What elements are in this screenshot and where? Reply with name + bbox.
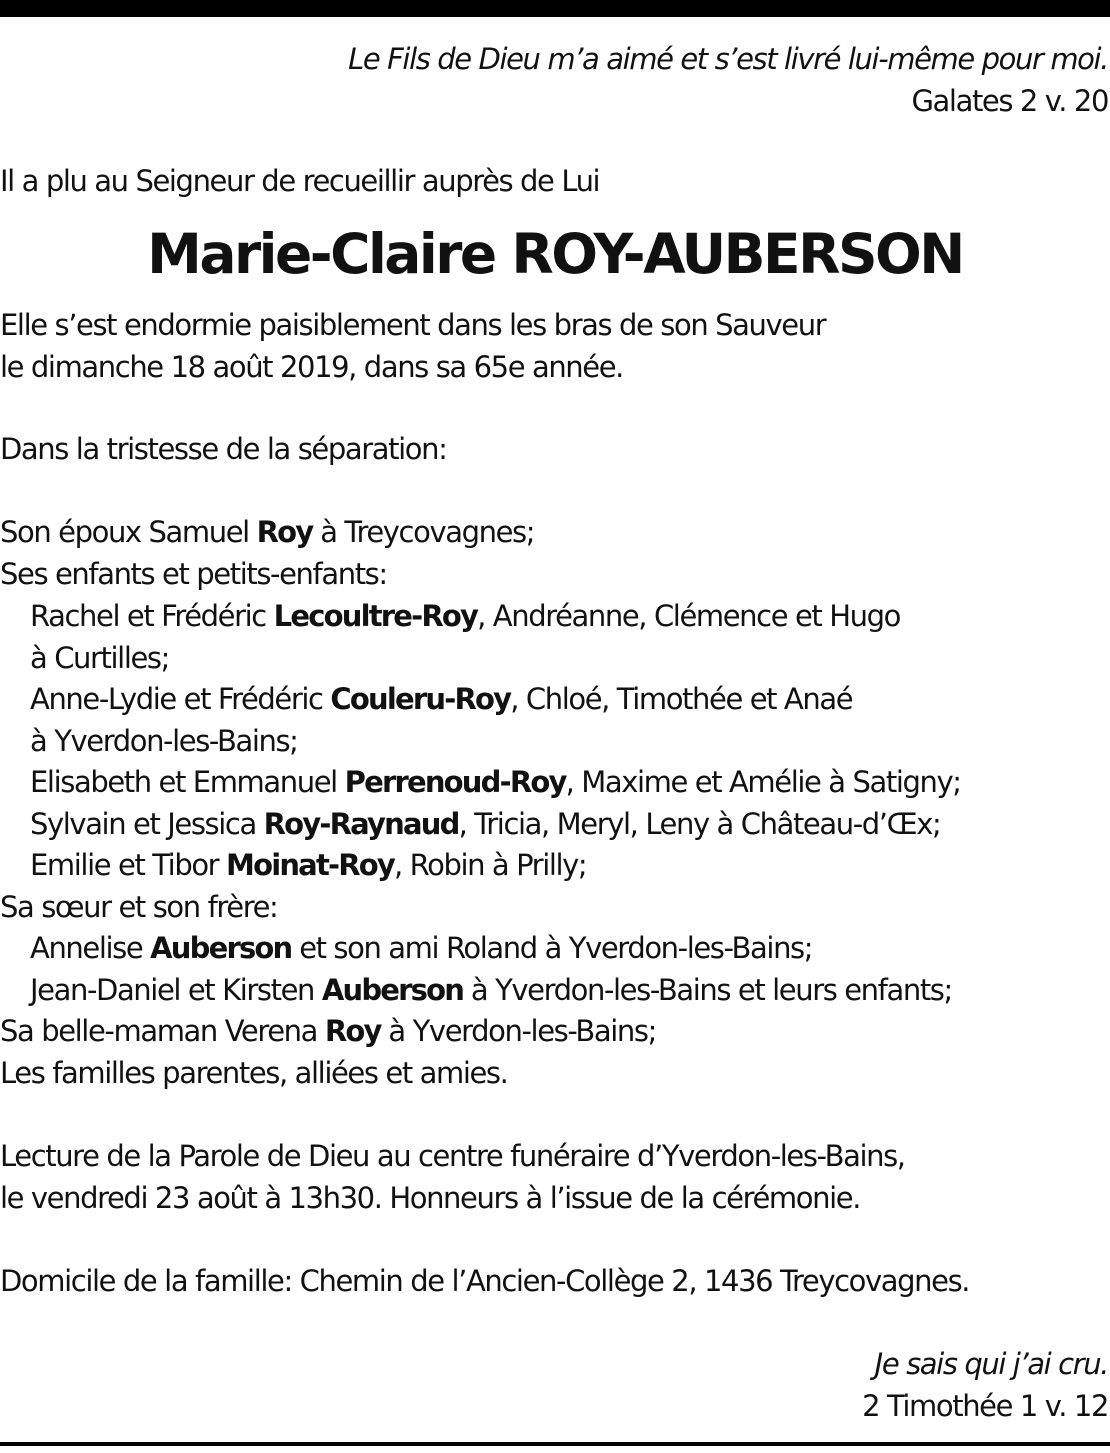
sibling-entry <box>30 969 952 1011</box>
deceased-name: Marie-Claire ROY-AUBERSON <box>147 222 963 286</box>
child-entry <box>30 595 900 637</box>
child-entry-continuation: à Curtilles; <box>30 641 170 675</box>
epigraph-top-quote: Le Fils de Dieu m’a aimé et s’est livré lui-même pour moi. <box>348 42 1108 76</box>
family-mother-in-law <box>0 1010 656 1052</box>
mother-in-law-pre: Sa belle-maman Verena <box>0 1014 325 1048</box>
death-notice-line-1: Elle s’est endormie paisiblement dans les bras de son Sauveur <box>0 308 826 342</box>
epigraph-bottom-reference: 2 Timothée 1 v. 12 <box>862 1389 1108 1423</box>
child-post: , Robin à Prilly; <box>394 848 587 882</box>
sibling-pre: Annelise <box>30 931 151 965</box>
child-surname: Moinat-Roy <box>226 848 395 882</box>
bottom-rule <box>0 1442 1110 1446</box>
child-entry <box>30 678 852 720</box>
epigraph-top-reference: Galates 2 v. 20 <box>911 84 1108 118</box>
children-heading: Ses enfants et petits-enfants: <box>0 557 387 591</box>
mother-in-law-surname: Roy <box>324 1014 381 1048</box>
death-notice-line-2: le dimanche 18 août 2019, dans sa 65e année. <box>0 350 623 384</box>
epigraph-bottom-quote: Je sais qui j’ai cru. <box>874 1347 1108 1381</box>
child-pre: Elisabeth et Emmanuel <box>30 765 345 799</box>
ceremony-line-2: le vendredi 23 août à 13h30. Honneurs à l’issue de la cérémonie. <box>0 1181 861 1215</box>
grief-intro: Dans la tristesse de la séparation: <box>0 432 447 466</box>
ceremony-line-1: Lecture de la Parole de Dieu au centre funéraire d’Yverdon-les-Bains, <box>0 1139 905 1173</box>
intro-text: Il a plu au Seigneur de recueillir auprès de Lui <box>0 164 600 198</box>
child-entry <box>30 761 961 803</box>
sibling-post: et son ami Roland à Yverdon-les-Bains; <box>291 931 813 965</box>
child-post: , Maxime et Amélie à Satigny; <box>565 765 961 799</box>
spouse-pre: Son époux Samuel <box>0 515 257 549</box>
child-pre: Sylvain et Jessica <box>30 807 264 841</box>
mother-in-law-post: à Yverdon-les-Bains; <box>380 1014 656 1048</box>
child-entry-continuation: à Yverdon-les-Bains; <box>30 724 298 758</box>
family-others: Les familles parentes, alliées et amies. <box>0 1056 508 1090</box>
sibling-entry <box>30 927 812 969</box>
child-surname: Perrenoud-Roy <box>344 765 566 799</box>
child-surname: Roy-Raynaud <box>263 807 459 841</box>
child-post: , Andréanne, Clémence et Hugo <box>477 599 900 633</box>
sibling-surname: Auberson <box>321 973 464 1007</box>
sibling-pre: Jean-Daniel et Kirsten <box>30 973 322 1007</box>
child-pre: Emilie et Tibor <box>30 848 227 882</box>
child-surname: Couleru-Roy <box>330 682 511 716</box>
child-surname: Lecoultre-Roy <box>273 599 478 633</box>
child-post: , Tricia, Meryl, Leny à Château-d’Œx; <box>458 807 941 841</box>
sibling-post: à Yverdon-les-Bains et leurs enfants; <box>463 973 952 1007</box>
child-entry <box>30 803 940 845</box>
siblings-heading: Sa sœur et son frère: <box>0 890 278 924</box>
child-pre: Rachel et Frédéric <box>30 599 274 633</box>
child-entry <box>30 844 586 886</box>
family-spouse <box>0 511 534 553</box>
child-pre: Anne-Lydie et Frédéric <box>30 682 331 716</box>
sibling-surname: Auberson <box>150 931 292 965</box>
spouse-post: à Treycovagnes; <box>312 515 535 549</box>
child-post: , Chloé, Timothée et Anaé <box>510 682 853 716</box>
family-address: Domicile de la famille: Chemin de l’Ancien-Collège 2, 1436 Treycovagnes. <box>0 1264 970 1298</box>
spouse-surname: Roy <box>256 515 313 549</box>
